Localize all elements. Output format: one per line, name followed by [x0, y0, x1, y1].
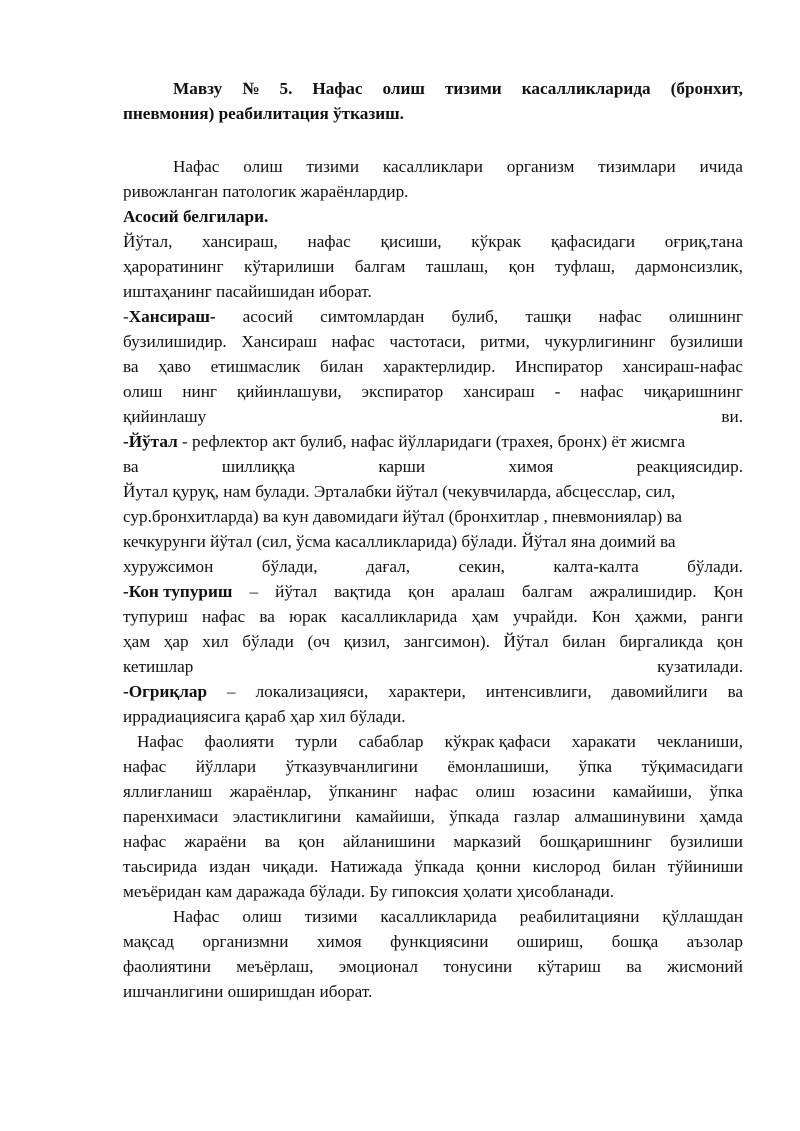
word: ҳар	[163, 632, 189, 651]
word: балгам	[354, 257, 406, 276]
word: Кон	[591, 607, 621, 626]
word: ўпканинг	[329, 782, 398, 801]
word: Нафас	[173, 907, 220, 926]
signs-line-2	[123, 254, 743, 279]
cough-line-1-rest: - рефлектор акт булиб, нафас йўлларидаги (трахея, бронх) ёт жисмга	[182, 432, 686, 451]
word: нафас	[123, 757, 167, 776]
word: алмашинувини	[574, 807, 686, 826]
word: кислород	[532, 857, 601, 876]
word: (бронхит,	[670, 79, 743, 98]
word: олишнинг	[668, 307, 743, 326]
word: чекланиши,	[656, 732, 743, 751]
hemoptysis-line-2	[123, 604, 743, 629]
word: химоя	[316, 932, 362, 951]
word: тизими	[306, 157, 360, 176]
word: хансираш-нафас	[622, 357, 743, 376]
word: ўтказувчанлигини	[285, 757, 418, 776]
word: тўйиниши	[667, 857, 743, 876]
dyspnea-term: Хансираш-	[128, 307, 216, 326]
word: кўкрак қафаси	[444, 732, 551, 751]
dyspnea-line-2	[123, 329, 743, 354]
word: Нафас	[312, 79, 363, 98]
word: бошқаришнинг	[539, 832, 652, 851]
causes-line-2	[123, 754, 743, 779]
title-line-1	[123, 76, 743, 101]
causes-line-4	[123, 804, 743, 829]
word: ташқи	[525, 307, 572, 326]
word: асосий	[242, 307, 293, 326]
word: қон	[298, 832, 325, 851]
word: ва	[264, 832, 281, 851]
causes-line-3	[123, 779, 743, 804]
document-body	[123, 76, 743, 1004]
word: хил	[202, 632, 229, 651]
dyspnea-line-3	[123, 354, 743, 379]
word: ўпкада	[449, 807, 500, 826]
word: олиш	[382, 79, 425, 98]
pain-term: -Огриқлар	[123, 682, 208, 701]
title-line-2: пневмония) реабилитация ўтказиш.	[123, 104, 404, 123]
word: тупуриш	[123, 607, 188, 626]
dyspnea-line-5	[123, 404, 743, 429]
word: учрайди.	[512, 607, 578, 626]
word: ташлаш,	[425, 257, 489, 276]
word: касалликлари	[382, 157, 483, 176]
word: аъзолар	[686, 932, 743, 951]
word: локализацияси,	[255, 682, 369, 701]
word: ёмонлашиши,	[447, 757, 549, 776]
dyspnea-term-wrap	[123, 304, 216, 329]
word: частотаси,	[389, 332, 466, 351]
word: ошириш,	[516, 932, 584, 951]
word: айланишини	[342, 832, 436, 851]
word: қафасидаги	[550, 232, 636, 251]
word: (оч	[307, 632, 330, 651]
word: эластиклигини	[232, 807, 342, 826]
word: –	[249, 582, 259, 601]
cough-line-4: сур.бронхитларда) ва кун давомидаги йўтал (бронхитлар , пневмониялар) ва	[123, 507, 683, 526]
word: Нафас	[173, 157, 220, 176]
word: хансираш	[463, 382, 535, 401]
spacer	[123, 126, 743, 154]
word: бузилиши	[670, 332, 743, 351]
word: харакати	[571, 732, 636, 751]
signs-heading: Асосий белгилари.	[123, 207, 269, 226]
hemoptysis-line-4	[123, 654, 743, 679]
word: марказий	[453, 832, 522, 851]
word: таьсирида	[123, 857, 198, 876]
cough-line-3: Йутал қуруқ, нам булади. Эрталабки йўтал (чекувчиларда, абсцесслар, сил,	[123, 482, 676, 501]
causes-line-7: меъёридан кам даражада бўлади. Бу гипоксия ҳолати ҳисобланади.	[123, 882, 615, 901]
word: симтомлардан	[320, 307, 425, 326]
word: қон	[408, 582, 435, 601]
word: йўтал	[275, 582, 318, 601]
word: -	[554, 382, 561, 401]
word: етишмаслик	[210, 357, 301, 376]
word: кузатилади.	[657, 657, 743, 676]
word: бузилиши	[670, 832, 743, 851]
word: давомийлиги	[611, 682, 708, 701]
word: туфлаш,	[555, 257, 616, 276]
word: реабилитацияни	[519, 907, 640, 926]
word: ва	[123, 357, 139, 376]
word: ҳам	[471, 607, 499, 626]
word: интенсивлиги,	[485, 682, 592, 701]
intro-line-2: ривожланган патологик жараёнлардир.	[123, 182, 409, 201]
word: ранги	[701, 607, 743, 626]
hemoptysis-line-3	[123, 629, 743, 654]
word: –	[227, 682, 236, 701]
cough-line-1	[123, 429, 743, 454]
word: чукурлигининг	[544, 332, 656, 351]
word: №	[242, 79, 260, 98]
word: зангсимон).	[403, 632, 490, 651]
word: жараёни	[184, 832, 247, 851]
word: Йўтал	[503, 632, 549, 651]
word: химоя	[508, 457, 554, 476]
word: олиш	[123, 382, 163, 401]
word: Хансираш	[241, 332, 317, 351]
word: Қон	[713, 582, 743, 601]
word: ҳаво	[158, 357, 191, 376]
word: организм	[506, 157, 575, 176]
intro-line-1	[123, 154, 743, 179]
hemoptysis-term: -Кон тупуриш	[123, 582, 233, 601]
word: тизими	[444, 79, 502, 98]
word: нафас	[580, 382, 624, 401]
word: қонни	[476, 857, 521, 876]
word: бўлади,	[261, 557, 318, 576]
word: турли	[295, 732, 338, 751]
word: жисмоний	[667, 957, 743, 976]
signs-line-1	[123, 229, 743, 254]
word: балгам	[521, 582, 573, 601]
word: кетишлар	[123, 657, 194, 676]
word: тизими	[304, 907, 358, 926]
word: тизимлари	[598, 157, 676, 176]
word: меъёрлаш,	[236, 957, 314, 976]
word: фаолияти	[204, 732, 275, 751]
word: эмоционал	[338, 957, 418, 976]
word: нафас	[123, 832, 167, 851]
word: қийинлашуви,	[236, 382, 342, 401]
word: юзасини	[532, 782, 596, 801]
word: касалликларида	[380, 907, 497, 926]
goal-line-2	[123, 929, 743, 954]
word: паренхимаси	[123, 807, 219, 826]
word: издан	[209, 857, 251, 876]
goal-line-3	[123, 954, 743, 979]
word: чиқади.	[262, 857, 319, 876]
word: бўлади	[242, 632, 294, 651]
word: ўпка	[578, 757, 612, 776]
word: билан	[612, 857, 656, 876]
word: реакциясидир.	[636, 457, 743, 476]
word: нафас	[201, 607, 246, 626]
hemoptysis-line-1	[123, 579, 743, 604]
cough-line-5: кечкурунги йўтал (сил, ўсма касалликларида) бўлади. Йўтал яна доимий ва	[123, 532, 676, 551]
word: ва	[727, 682, 743, 701]
word: жараёнлар,	[229, 782, 312, 801]
word: камайиши,	[612, 782, 692, 801]
word: кўкрак	[471, 232, 522, 251]
word: билан	[319, 357, 364, 376]
word: ўпкада	[414, 857, 465, 876]
word: экспиратор	[361, 382, 444, 401]
causes-line-1	[123, 729, 743, 754]
word: қон	[716, 632, 743, 651]
word: газлар	[513, 807, 560, 826]
word: қон	[508, 257, 535, 276]
word: касалликларида	[521, 79, 651, 98]
word: тўқимасидаги	[641, 757, 743, 776]
word: сабаблар	[358, 732, 424, 751]
word: яллиғланиш	[123, 782, 213, 801]
word: биргаликда	[619, 632, 704, 651]
word: юрак	[289, 607, 327, 626]
word: функциясини	[390, 932, 489, 951]
word: оғриқ,тана	[664, 232, 743, 251]
word: Инспиратор	[515, 357, 603, 376]
dyspnea-line-1	[123, 304, 743, 329]
word: нафас	[331, 332, 375, 351]
causes-line-5	[123, 829, 743, 854]
word: чиқаришнинг	[643, 382, 743, 401]
word: характерлидир.	[382, 357, 496, 376]
word: ви.	[721, 407, 743, 426]
word: ўпка	[709, 782, 743, 801]
word: ҳароратининг	[123, 257, 224, 276]
cough-line-2	[123, 454, 743, 479]
word: Мавзу	[173, 79, 223, 98]
word: ичида	[699, 157, 743, 176]
word: касалликларида	[340, 607, 458, 626]
word: қийинлашу	[123, 407, 207, 426]
word: нафас	[414, 782, 458, 801]
word: аралаш	[451, 582, 505, 601]
word: 5.	[279, 79, 293, 98]
word: ва	[123, 457, 139, 476]
word: нинг	[182, 382, 217, 401]
word: Йўтал,	[123, 232, 173, 251]
word: характери,	[388, 682, 466, 701]
word: калта-калта	[553, 557, 639, 576]
word: қизил,	[343, 632, 391, 651]
signs-line-3: иштаҳанинг пасайишидан иборат.	[123, 282, 372, 301]
word: хуружсимон	[123, 557, 214, 576]
word: кўтариш	[537, 957, 601, 976]
word: йўллари	[195, 757, 257, 776]
word: дармонсизлик,	[635, 257, 743, 276]
word: Натижада	[330, 857, 403, 876]
word: қўллашдан	[662, 907, 743, 926]
word: хансираш,	[202, 232, 278, 251]
word: ва	[626, 957, 642, 976]
word: секин,	[458, 557, 505, 576]
word: ҳам	[123, 632, 151, 651]
word: олиш	[475, 782, 515, 801]
word: дағал,	[365, 557, 411, 576]
word: тонусини	[443, 957, 513, 976]
word: камайиши,	[355, 807, 435, 826]
word: кўтарилиши	[243, 257, 335, 276]
cough-term: -Йўтал	[123, 432, 178, 451]
cough-line-6	[123, 554, 743, 579]
word: нафас	[307, 232, 351, 251]
word: билан	[562, 632, 606, 651]
pain-line-1	[123, 679, 743, 704]
dyspnea-dash: -	[123, 307, 129, 326]
word: ажралишидир.	[589, 582, 697, 601]
causes-line-6	[123, 854, 743, 879]
word: бузилишидир.	[123, 332, 227, 351]
dyspnea-line-4	[123, 379, 743, 404]
word: нафас	[598, 307, 642, 326]
word: организмни	[202, 932, 289, 951]
word: бошқа	[611, 932, 659, 951]
word: ҳамда	[699, 807, 743, 826]
word: мақсад	[123, 932, 174, 951]
word: вақтида	[334, 582, 392, 601]
goal-line-1	[123, 904, 743, 929]
word: қисиши,	[380, 232, 442, 251]
word: карши	[378, 457, 426, 476]
word: олиш	[243, 157, 283, 176]
word: бўлади.	[687, 557, 743, 576]
pain-line-2: иррадиациясига қараб ҳар хил бўлади.	[123, 707, 406, 726]
word: ва	[259, 607, 275, 626]
word: шиллиққа	[221, 457, 295, 476]
word: ритми,	[480, 332, 530, 351]
word: булиб,	[451, 307, 499, 326]
word: фаолиятини	[123, 957, 211, 976]
word: Нафас	[137, 732, 184, 751]
goal-line-4: ишчанлигини оширишдан иборат.	[123, 982, 373, 1001]
word: олиш	[242, 907, 282, 926]
word: ҳажми,	[634, 607, 688, 626]
